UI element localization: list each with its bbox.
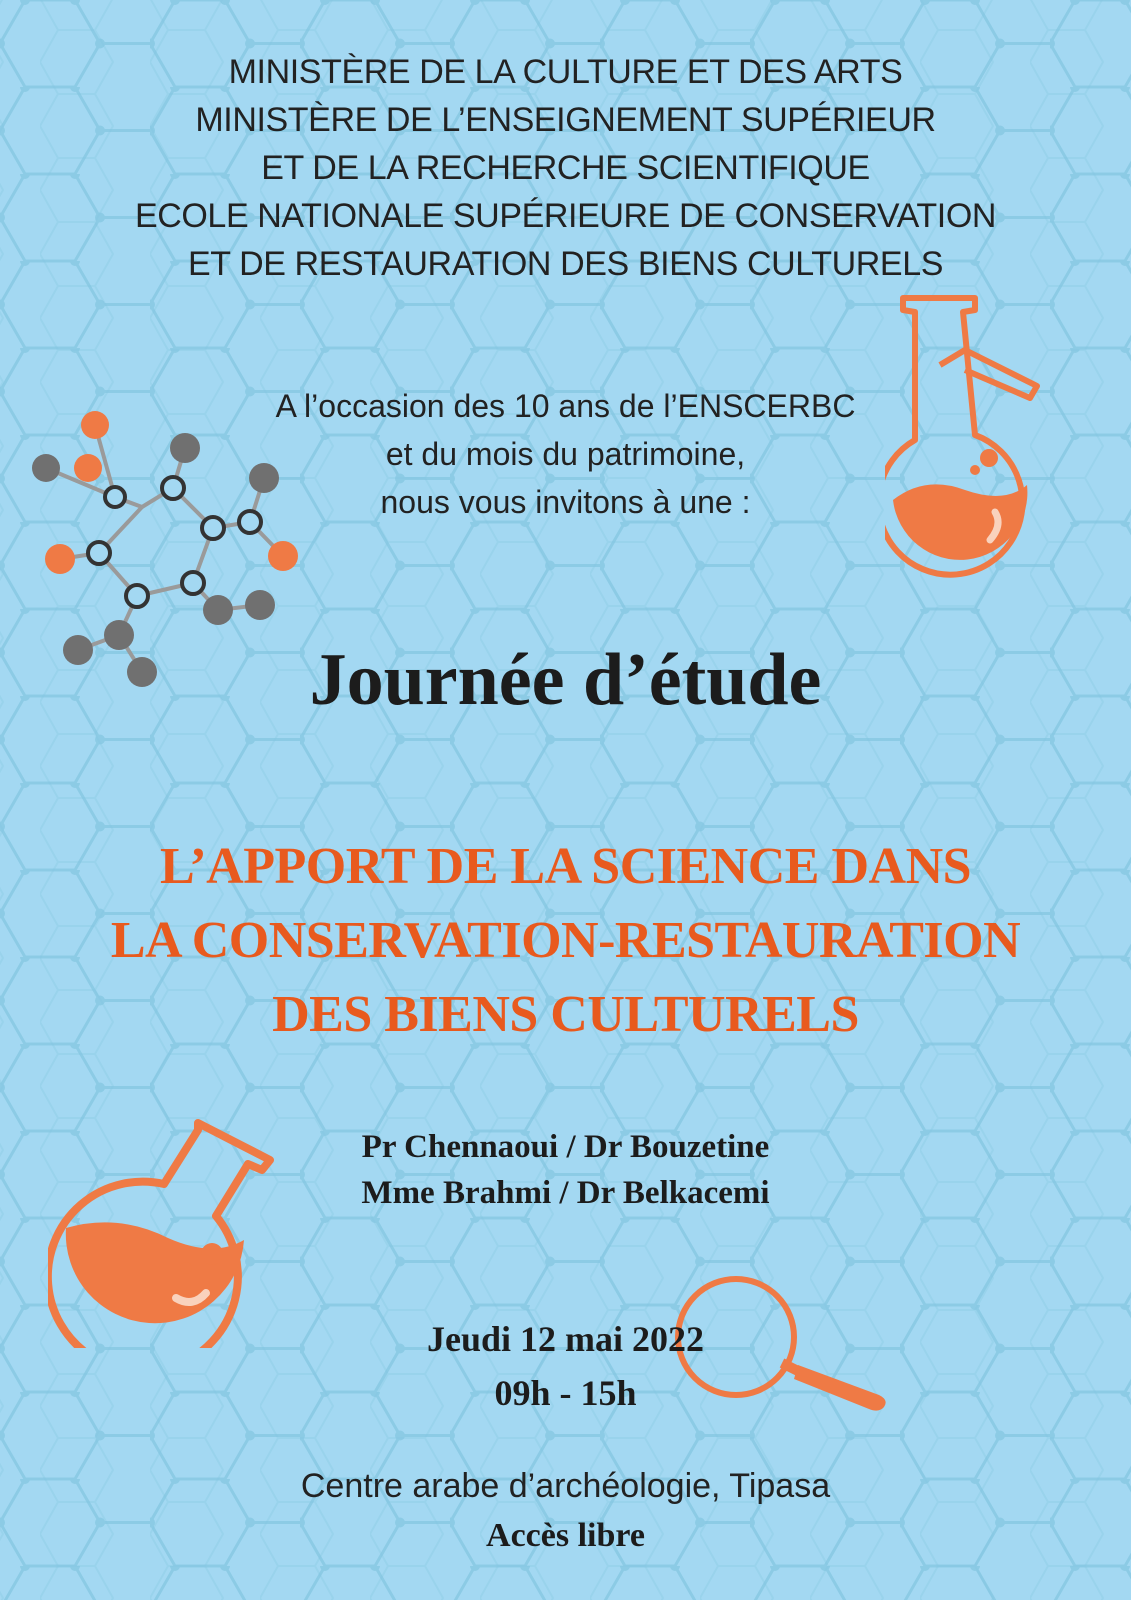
- speakers-line-2: Mme Brahmi / Dr Belkacemi: [361, 1175, 770, 1211]
- scientific-research-line: ET DE LA RECHERCHE SCIENTIFIQUE: [261, 149, 870, 187]
- organizers-header: [0, 48, 1131, 288]
- event-title: Journée d’étude: [309, 639, 822, 721]
- subject-line-2: LA CONSERVATION-RESTAURATION: [110, 912, 1021, 969]
- school-name-line-2: ET DE RESTAURATION DES BIENS CULTURELS: [188, 245, 943, 283]
- event-datetime: [0, 1312, 1131, 1420]
- ministry-culture-line: MINISTÈRE DE LA CULTURE ET DES ARTS: [228, 53, 903, 91]
- speakers-line-1: Pr Chennaoui / Dr Bouzetine: [361, 1129, 770, 1165]
- intro-line-1: A l’occasion des 10 ans de l’ENSCERBC: [275, 388, 856, 424]
- subject-line-1: L’APPORT DE LA SCIENCE DANS: [159, 838, 972, 895]
- subject-line-3: DES BIENS CULTURELS: [272, 986, 859, 1043]
- access-note: Accès libre: [486, 1517, 645, 1554]
- ministry-higher-education-line: MINISTÈRE DE L’ENSEIGNEMENT SUPÉRIEUR: [195, 101, 936, 139]
- speakers: [0, 1124, 1131, 1216]
- intro-line-3: nous vous invitons à une :: [380, 484, 751, 520]
- event-time: 09h - 15h: [494, 1373, 637, 1413]
- event-subject: [0, 830, 1131, 1052]
- intro-line-2: et du mois du patrimoine,: [385, 436, 746, 472]
- invitation-intro: [0, 382, 1131, 526]
- event-date: Jeudi 12 mai 2022: [426, 1319, 704, 1359]
- event-venue: Centre arabe d’archéologie, Tipasa: [300, 1467, 831, 1505]
- school-name-line-1: ECOLE NATIONALE SUPÉRIEURE DE CONSERVATION: [134, 197, 997, 235]
